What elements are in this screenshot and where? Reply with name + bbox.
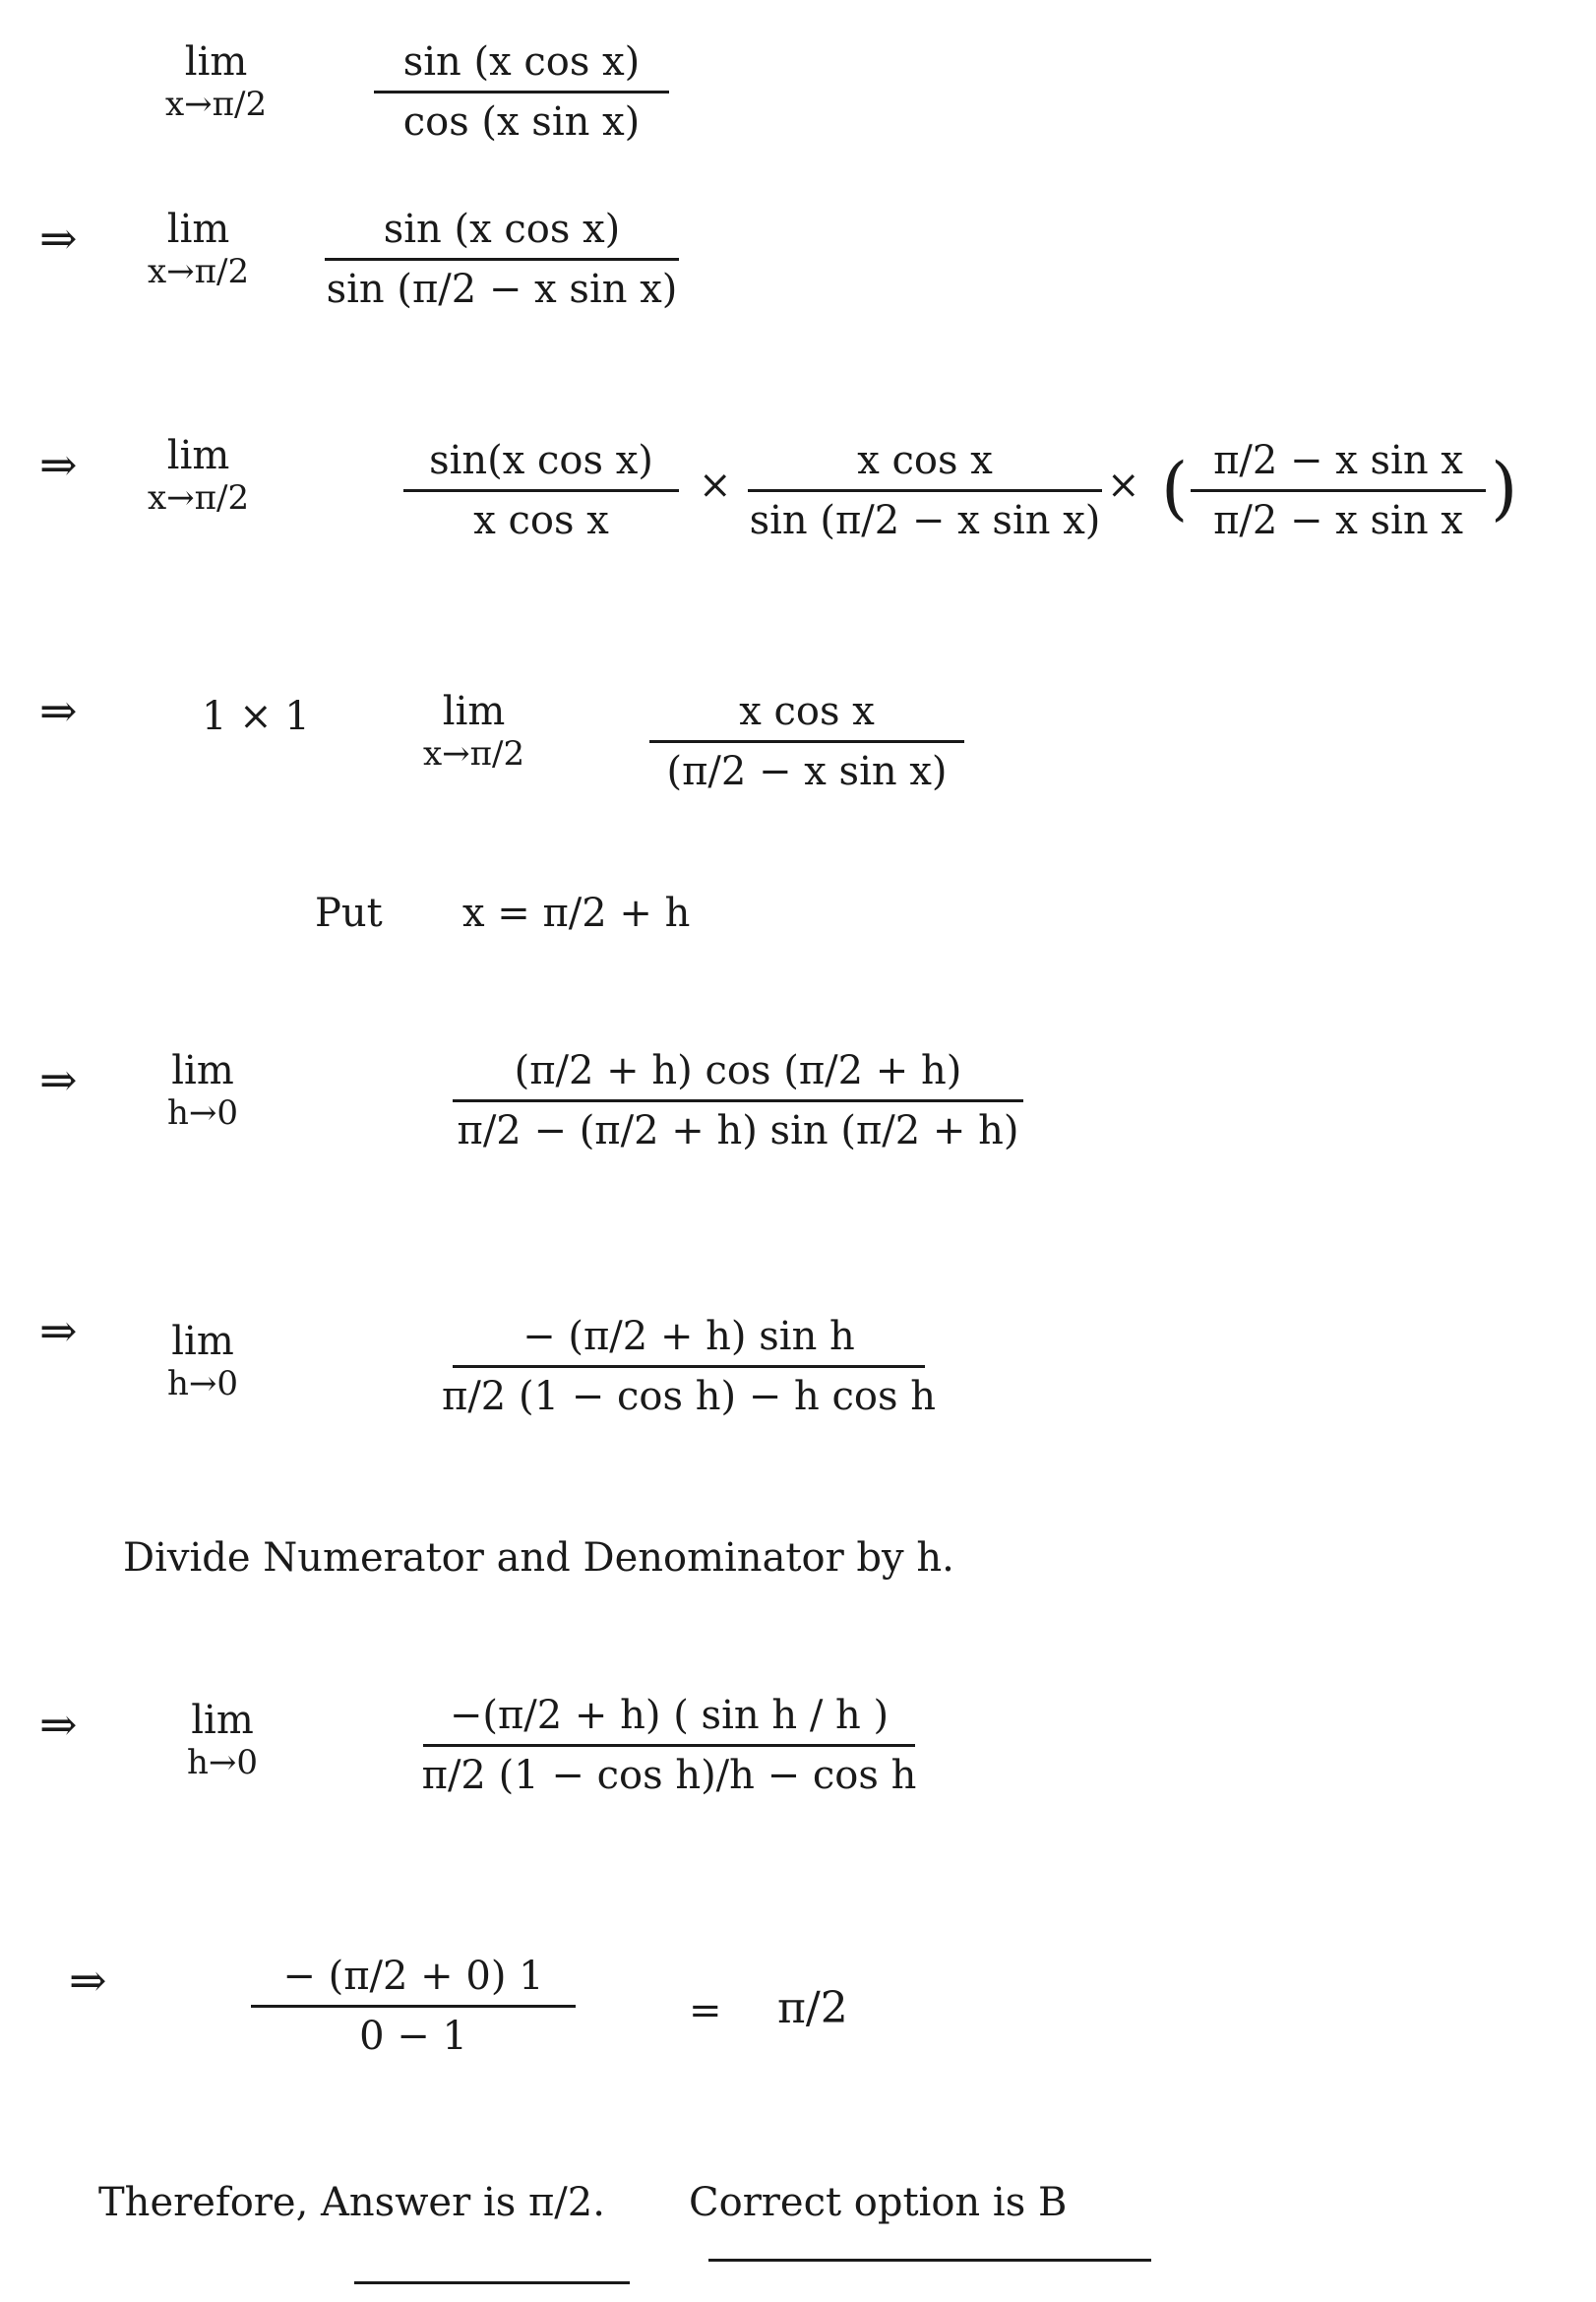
limit-operator: [148, 433, 249, 518]
limit-subscript: x→π/2: [148, 478, 250, 518]
limit-operator: [167, 1319, 238, 1403]
fraction: [403, 438, 679, 543]
limit-operator: [148, 207, 249, 291]
fraction-bar: [649, 740, 964, 743]
limit-operator: [423, 689, 524, 774]
limit-label: lim: [166, 433, 230, 478]
limit-subscript: h→0: [167, 1093, 239, 1133]
implies-symbol: ⇒: [39, 684, 78, 737]
conclusion-text: Therefore, Answer is π/2.: [98, 2180, 605, 2225]
instruction-text: Divide Numerator and Denominator by h.: [123, 1535, 954, 1581]
numerator: − (π/2 + h) sin h: [522, 1314, 855, 1359]
denominator: sin (π/2 − x sin x): [326, 267, 678, 312]
answer-underline: [354, 2281, 630, 2284]
limit-label: lim: [442, 689, 506, 734]
fraction: [374, 39, 669, 145]
limit-subscript: x→π/2: [148, 252, 250, 291]
fraction-bar: [453, 1365, 925, 1368]
limit-subscript: x→π/2: [165, 85, 268, 124]
limit-operator: [165, 39, 267, 124]
numerator: (π/2 + h) cos (π/2 + h): [514, 1048, 962, 1093]
fraction-bar: [374, 91, 669, 93]
denominator: π/2 (1 − cos h)/h − cos h: [421, 1753, 917, 1798]
numerator: −(π/2 + h) ( sin h / h ): [449, 1693, 890, 1738]
multiply-sign: ×: [1107, 463, 1140, 508]
substitution: x = π/2 + h: [462, 891, 691, 936]
numerator: π/2 − x sin x: [1213, 438, 1463, 483]
fraction-bar: [453, 1099, 1023, 1102]
implies-symbol: ⇒: [39, 1304, 78, 1357]
close-paren: ): [1491, 448, 1518, 529]
product-prefix: 1 × 1: [202, 694, 310, 739]
fraction-bar: [423, 1744, 915, 1747]
numerator: sin (x cos x): [383, 207, 621, 252]
denominator: 0 − 1: [359, 2014, 467, 2059]
numerator: sin (x cos x): [402, 39, 641, 85]
open-paren: (: [1161, 448, 1189, 529]
limit-subscript: h→0: [167, 1364, 239, 1403]
implies-symbol: ⇒: [39, 438, 78, 491]
limit-label: lim: [171, 1319, 234, 1364]
fraction-bar: [251, 2005, 576, 2008]
limit-subscript: h→0: [187, 1743, 259, 1782]
numerator: sin(x cos x): [429, 438, 653, 483]
limit-subscript: x→π/2: [423, 734, 525, 774]
denominator: x cos x: [473, 498, 609, 543]
fraction: [251, 1954, 576, 2059]
fraction: [748, 438, 1102, 543]
fraction-bar: [748, 489, 1102, 492]
fraction: [423, 1693, 915, 1798]
limit-label: lim: [171, 1048, 234, 1093]
fraction-bar: [403, 489, 679, 492]
fraction: [649, 689, 964, 794]
result-value: π/2: [777, 1983, 848, 2033]
limit-operator: [187, 1698, 258, 1782]
equals-sign: =: [689, 1988, 722, 2033]
limit-label: lim: [166, 207, 230, 252]
denominator: sin (π/2 − x sin x): [749, 498, 1101, 543]
put-label: Put: [315, 891, 383, 936]
correct-option-text: Correct option is B: [689, 2180, 1068, 2225]
fraction-bar: [325, 258, 679, 261]
numerator: x cos x: [739, 689, 875, 734]
numerator: x cos x: [857, 438, 993, 483]
multiply-sign: ×: [699, 463, 732, 508]
fraction: [325, 207, 679, 312]
fraction: [1191, 438, 1486, 543]
implies-symbol: ⇒: [69, 1954, 107, 2007]
denominator: π/2 (1 − cos h) − h cos h: [442, 1374, 936, 1419]
implies-symbol: ⇒: [39, 1053, 78, 1106]
implies-symbol: ⇒: [39, 212, 78, 265]
limit-label: lim: [191, 1698, 254, 1743]
denominator: π/2 − x sin x: [1213, 498, 1463, 543]
fraction: [453, 1048, 1023, 1153]
option-underline: [708, 2259, 1151, 2262]
denominator: cos (x sin x): [402, 99, 641, 145]
numerator: − (π/2 + 0) 1: [282, 1954, 544, 1999]
limit-operator: [167, 1048, 238, 1133]
denominator: π/2 − (π/2 + h) sin (π/2 + h): [457, 1108, 1019, 1153]
fraction: [442, 1314, 936, 1419]
limit-label: lim: [184, 39, 248, 85]
denominator: (π/2 − x sin x): [666, 749, 948, 794]
fraction-bar: [1191, 489, 1486, 492]
implies-symbol: ⇒: [39, 1698, 78, 1751]
